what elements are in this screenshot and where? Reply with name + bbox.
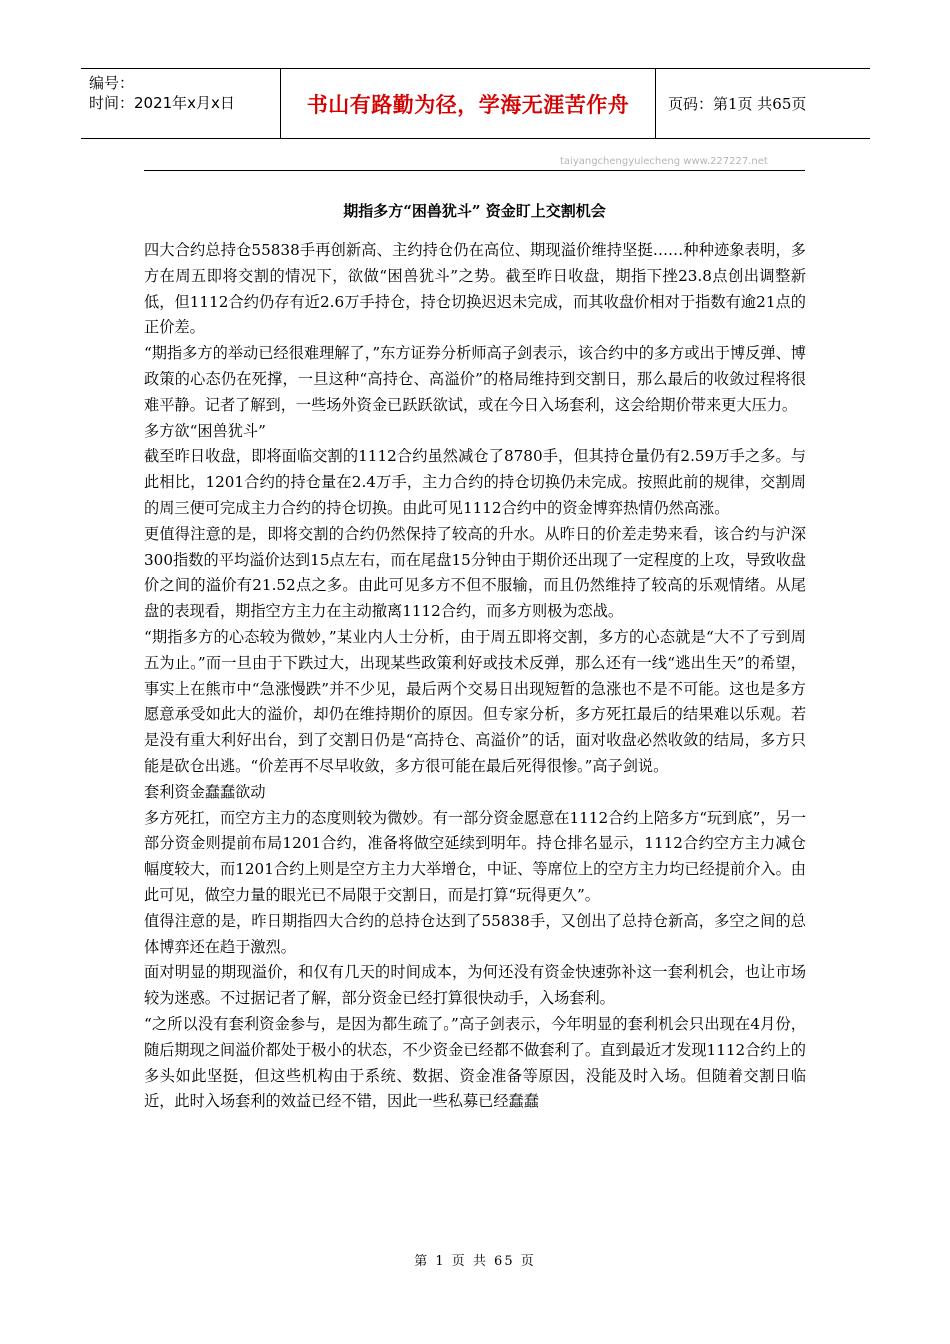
motto-text: 书山有路勤为径，学海无涯苦作舟 <box>306 91 630 117</box>
section-heading: 多方欲“困兽犹斗” <box>144 421 266 440</box>
paragraph: “期指多方的心态较为微妙，”某业内人士分析，由于周五即将交割，多方的心态就是“大不了亏到周五为止。”而一旦由于下跌过大，出现某些政策利好或技术反弹，那么还有一线“逃出生天”的希望，事实上在熊市中“急涨慢跌”并不少见，最后两个交易日出现短暂的急涨也不是不可能。这也是多方愿意承受如此大的溢价，却仍在维持期价的原因。但专家分析，多方死扛最后的结果难以乐观。若是没有重大利好出台，到了交割日仍是“高持仓、高溢价”的话，面对收盘必然收敛的结局，多方只能是砍仓出逃。“价差再不尽早收敛，多方很可能在最后死得很惨。”高子剑说。 <box>144 627 806 775</box>
header-motto <box>281 69 656 138</box>
page-info-text: 页码：第1页 共65页 <box>668 95 807 113</box>
doc-time: 时间：2021年x月x日 <box>89 94 235 112</box>
paragraph: 四大合约总持仓55838手再创新高、主约持仓仍在高位、期现溢价维持坚挺……种种迹象表明，多方在周五即将交割的情况下，欲做“困兽犹斗”之势。截至昨日收盘，期指下挫23.8点创出调整新低，但1112合约仍存有近2.6万手持仓，持仓切换迟迟未完成，而其收盘价相对于指数有逾21点的正价差。 <box>144 241 806 337</box>
divider-rule <box>144 170 805 171</box>
article-title: 期指多方“困兽犹斗” 资金盯上交割机会 <box>343 202 606 220</box>
article-body <box>144 238 806 1115</box>
doc-number: 编号： <box>89 74 135 92</box>
paragraph: “之所以没有套利资金参与，是因为都生疏了。”高子剑表示，今年明显的套利机会只出现在4月份，随后期现之间溢价都处于极小的状态，不少资金已经都不做套利了。直到最近才发现1112合约上的多头如此坚挺，但这些机构由于系统、数据、资金准备等原因，没能及时入场。但随着交割日临近，此时入场套利的效益已经不错，因此一些私募已经蠢蠢 <box>144 1014 806 1111</box>
paragraph: 面对明显的期现溢价，和仅有几天的时间成本，为何还没有资金快速弥补这一套利机会，也让市场较为迷惑。不过据记者了解，部分资金已经打算很快动手，入场套利。 <box>144 963 806 1008</box>
paragraph: “期指多方的举动已经很难理解了，”东方证券分析师高子剑表示，该合约中的多方或出于博反弹、博政策的心态仍在死撑，一旦这种“高持仓、高溢价”的格局维持到交割日，那么最后的收敛过程将很难平静。记者了解到，一些场外资金已跃跃欲试，或在今日入场套利，这会给期价带来更大压力。 <box>144 344 806 414</box>
header-meta <box>81 69 281 138</box>
header-table <box>81 68 870 139</box>
page-footer: 第 1 页 共 65 页 <box>414 1254 536 1269</box>
paragraph: 值得注意的是，昨日期指四大合约的总持仓达到了55838手，又创出了总持仓新高，多空之间的总体博弈还在趋于激烈。 <box>144 911 806 956</box>
paragraph: 多方死扛，而空方主力的态度则较为微妙。有一部分资金愿意在1112合约上陪多方“玩到底”，另一部分资金则提前布局1201合约，准备将做空延续到明年。持仓排名显示，1112合约空方主力减仓幅度较大，而1201合约上则是空方主力大举增仓，中证、等席位上的空方主力均已经提前介入。由此可见，做空力量的眼光已不局限于交割日，而是打算“玩得更久”。 <box>144 808 806 904</box>
header-page-info <box>656 69 870 138</box>
section-heading: 套利资金蠢蠢欲动 <box>144 782 266 801</box>
watermark: taiyangchengyulecheng www.227227.net <box>560 156 768 167</box>
paragraph: 更值得注意的是，即将交割的合约仍然保持了较高的升水。从昨日的价差走势来看，该合约与沪深300指数的平均溢价达到15点左右，而在尾盘15分钟由于期价还出现了一定程度的上攻，导致收盘价之间的溢价有21.52点之多。由此可见多方不但不服输，而且仍然维持了较高的乐观情绪。从尾盘的表现看，期指空方主力在主动撤离1112合约，而多方则极为恋战。 <box>144 524 806 621</box>
paragraph: 截至昨日收盘，即将面临交割的1112合约虽然减仓了8780手，但其持仓量仍有2.59万手之多。与此相比，1201合约的持仓量在2.4万手，主力合约的持仓切换仍未完成。按照此前的规律，交割周的周三便可完成主力合约的持仓切换。由此可见1112合约中的资金博弈热情仍然高涨。 <box>144 447 806 517</box>
